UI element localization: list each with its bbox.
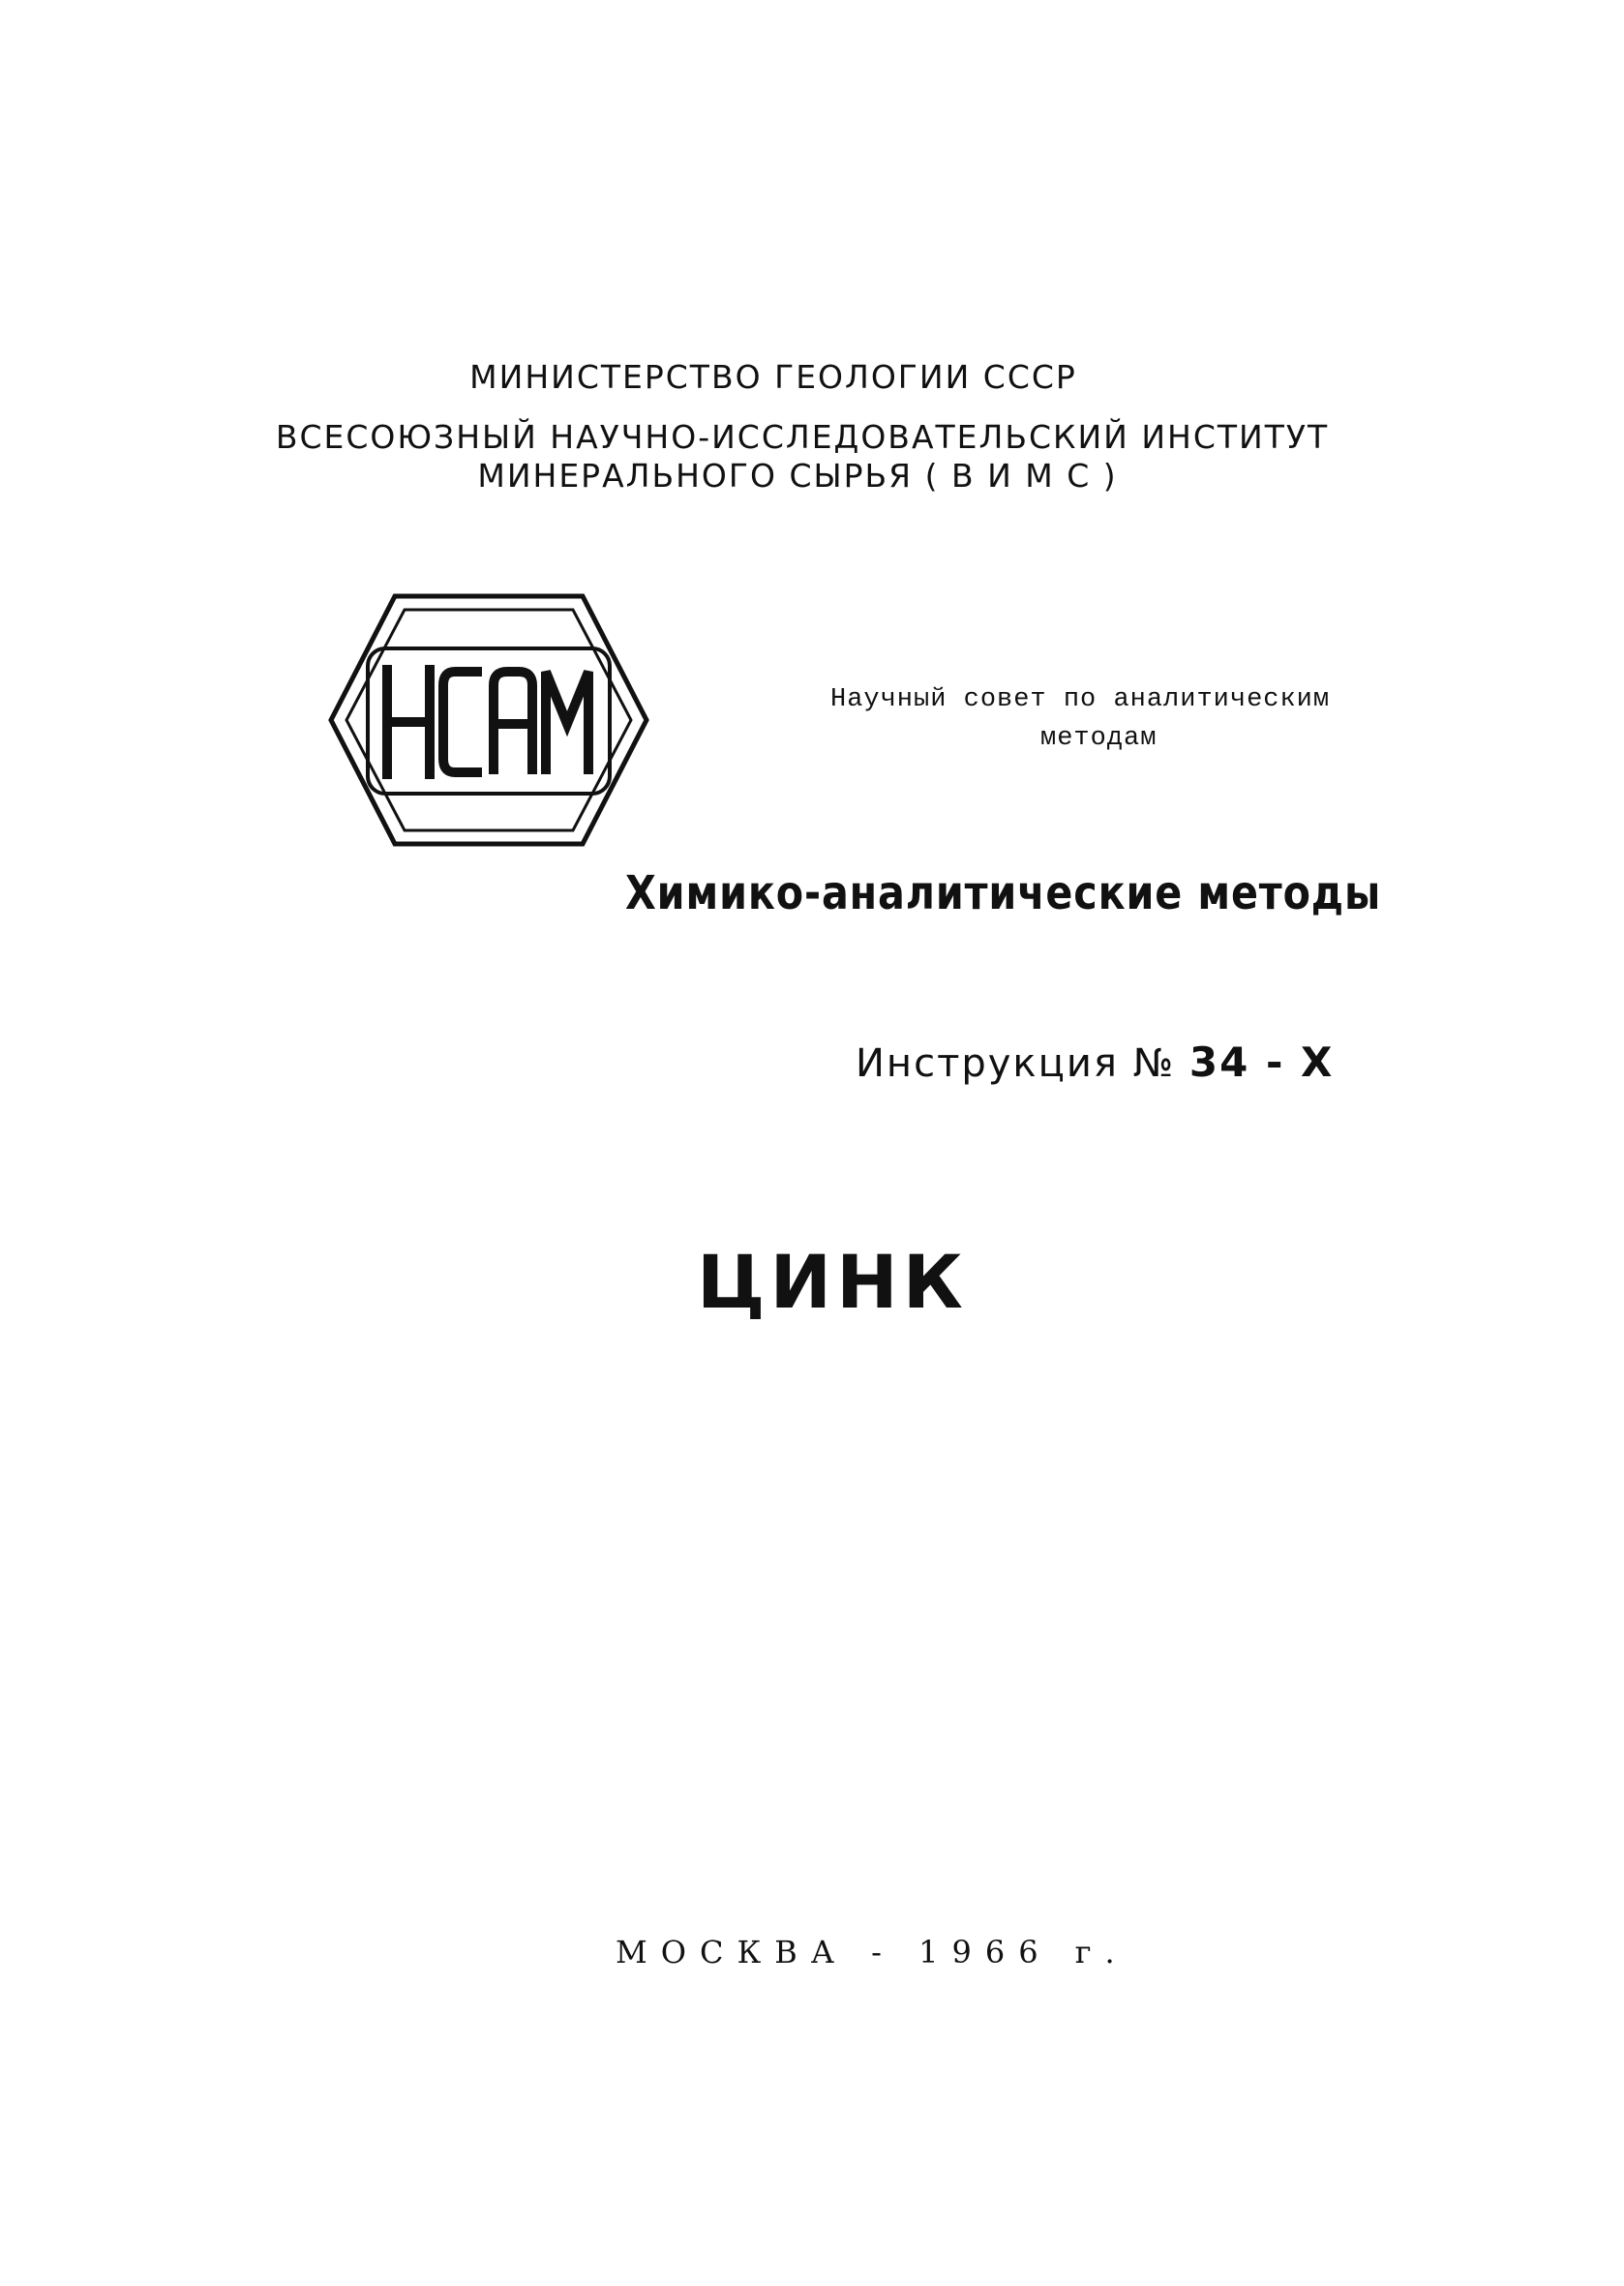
- instruction-number: [856, 1038, 1334, 1086]
- ministry-heading: МИНИСТЕРСТВО ГЕОЛОГИИ СССР: [469, 358, 1077, 396]
- publication-place-year: МОСКВА - 1966 г.: [616, 1934, 1128, 1970]
- series-title: Химико-аналитические методы: [625, 866, 1382, 920]
- council-name-line1: Научный совет по аналитическим: [830, 685, 1331, 714]
- instruction-label: Инструкция №: [856, 1041, 1176, 1086]
- institute-heading-line1: ВСЕСОЮЗНЫЙ НАУЧНО-ИССЛЕДОВАТЕЛЬСКИЙ ИНСТИТУТ: [275, 418, 1330, 456]
- nsam-hexagon-logo-icon: [319, 588, 658, 852]
- instruction-code: 34 - Х: [1188, 1038, 1335, 1086]
- council-name-line2: методам: [1040, 724, 1158, 753]
- document-title: ЦИНК: [697, 1239, 968, 1325]
- institute-heading-line2: МИНЕРАЛЬНОГО СЫРЬЯ ( В И М С ): [477, 457, 1118, 495]
